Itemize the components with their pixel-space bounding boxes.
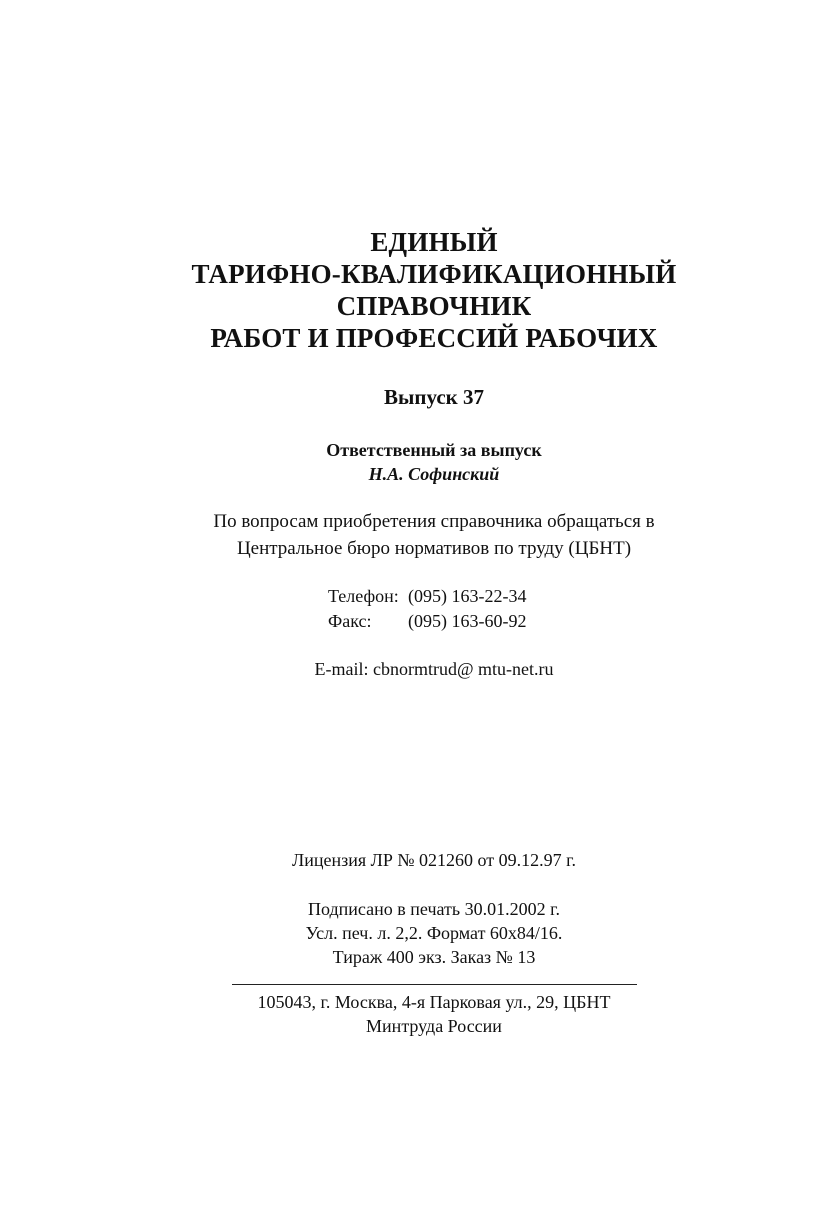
address-line: 105043, г. Москва, 4-я Парковая ул., 29, ЦБНТ	[257, 992, 611, 1012]
responsible-block	[0, 438, 840, 486]
title-line: ТАРИФНО-КВАЛИФИКАЦИОННЫЙ	[191, 259, 677, 289]
inquiry-line: Центральное бюро нормативов по труду (ЦБНТ)	[236, 538, 632, 559]
title-line: СПРАВОЧНИК	[336, 291, 532, 321]
license-line: Лицензия ЛР № 021260 от 09.12.97 г.	[292, 850, 576, 870]
print-info-line: Усл. печ. л. 2,2. Формат 60х84/16.	[305, 923, 563, 943]
phone-row	[328, 584, 526, 609]
print-info-block	[0, 897, 840, 969]
inquiry-text	[0, 508, 840, 562]
issue-number: Выпуск 37	[383, 385, 485, 409]
email-line: E-mail: cbnormtrud@ mtu-net.ru	[314, 659, 554, 679]
title-line: ЕДИНЫЙ	[370, 227, 498, 257]
divider-line	[232, 984, 637, 985]
contacts-block	[328, 584, 526, 634]
responsible-label: Ответственный за выпуск	[326, 440, 542, 460]
inquiry-line: По вопросам приобретения справочника обращаться в	[213, 511, 655, 532]
address-line: Минтруда России	[366, 1016, 502, 1036]
phone-label: Телефон:	[328, 586, 399, 606]
fax-label: Факс:	[328, 611, 372, 631]
fax-value: (095) 163-60-92	[408, 611, 527, 631]
print-info-line: Тираж 400 экз. Заказ № 13	[332, 947, 536, 967]
responsible-name: Н.А. Софинский	[368, 464, 500, 484]
address-block	[0, 990, 840, 1038]
phone-value: (095) 163-22-34	[408, 586, 527, 606]
title-line: РАБОТ И ПРОФЕССИЙ РАБОЧИХ	[210, 323, 658, 353]
fax-row	[328, 609, 526, 634]
document-title	[0, 226, 840, 354]
print-info-line: Подписано в печать 30.01.2002 г.	[308, 899, 560, 919]
